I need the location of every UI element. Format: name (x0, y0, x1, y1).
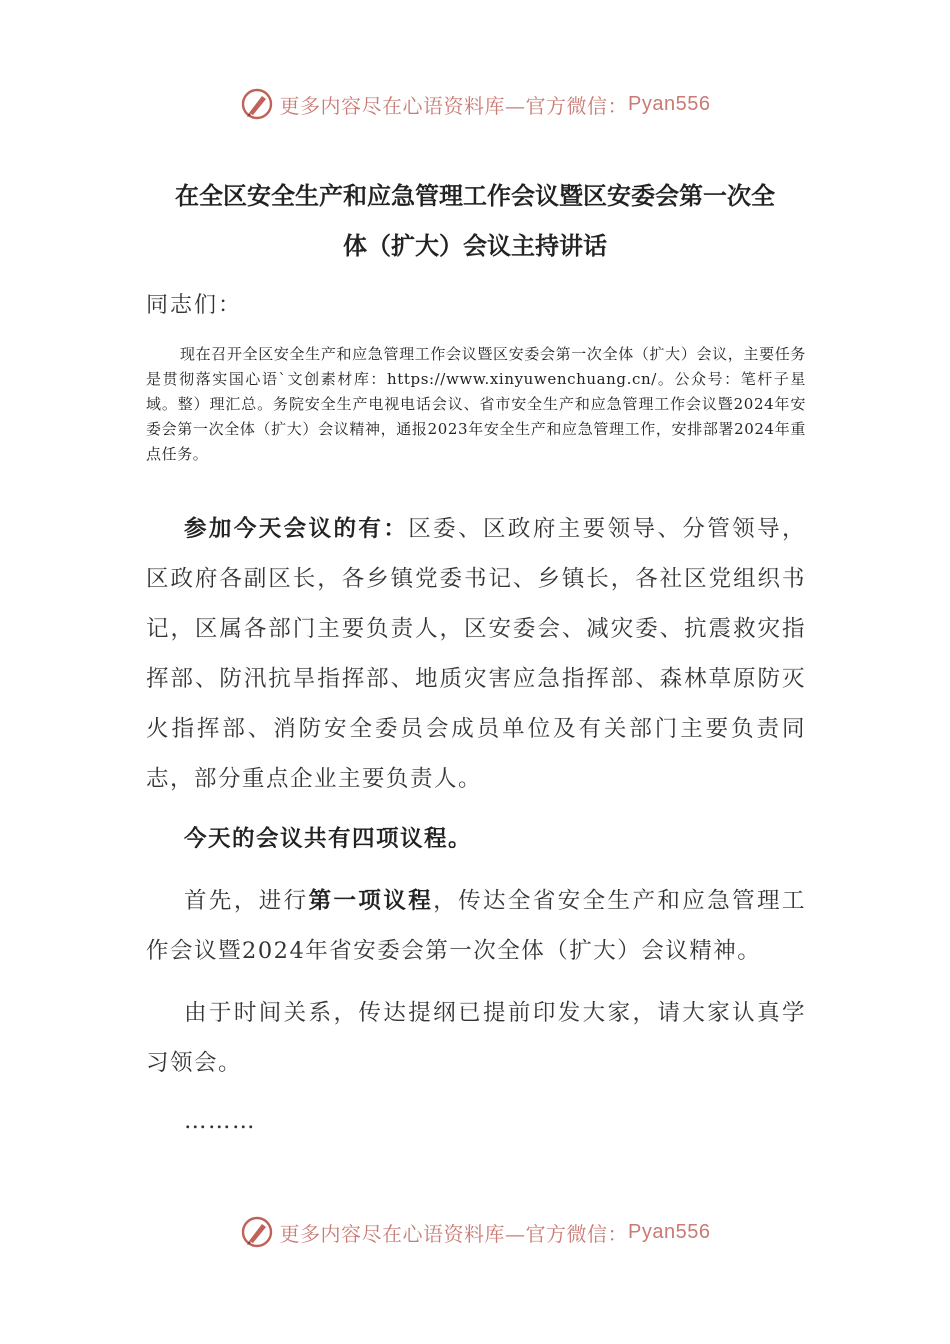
first-item-bold: 第一项议程 (308, 888, 434, 914)
salutation: 同志们： (146, 293, 243, 318)
banner-text: 更多内容尽在心语资料库—官方微信： (279, 93, 629, 118)
header-watermark-banner (0, 84, 950, 124)
time-note-paragraph: 由于时间关系，传达提纲已提前印发大家，请大家认真学习领会。 (146, 1000, 806, 1076)
first-item-pre: 首先，进行 (184, 888, 309, 914)
banner-text: 更多内容尽在心语资料库—官方微信： (279, 1221, 629, 1246)
pen-logo-icon (240, 87, 274, 121)
banner-wechat-id: Pyan556 (628, 92, 711, 115)
first-item-post: ，传达全省安全生产和应急管理工作会议暨2024年省安委会第一次全体（扩大）会议精神。 (146, 888, 806, 964)
pen-logo-icon (240, 1215, 274, 1249)
attendees-text: 区委、区政府主要领导、分管领导，区政府各副区长，各乡镇党委书记、乡镇长，各社区党组织书记，区属各部门主要负责人，区安委会、减灾委、抗震救灾指挥部、防汛抗旱指挥部、地质灾害应急指挥部、森林草原防灭火指挥部、消防安全委员会成员单位及有关部门主要负责同志，部分重点企业主要负责人。 (146, 516, 806, 792)
banner-wechat-id: Pyan556 (628, 1220, 711, 1243)
attendees-paragraph (146, 504, 806, 804)
footer-watermark-banner (0, 1212, 950, 1252)
document-title-line1: 在全区安全生产和应急管理工作会议暨区安委会第一次全 (175, 182, 775, 210)
intro-paragraph: 现在召开全区安全生产和应急管理工作会议暨区安委会第一次全体（扩大）会议，主要任务是贯彻落实国心语`文创素材库：https://www.xinyuwenchuang.cn/。公众号：笔杆子星域。整）理汇总。务院安全生产电视电话会议、省市安全生产和应急管理工作会议暨2024年安委会第一次全体（扩大）会议精神，通报2023年安全生产和应急管理工作，安排部署2024年重点任务。 (146, 345, 806, 463)
ellipsis: ……… (184, 1108, 256, 1134)
agenda-note: 今天的会议共有四项议程。 (184, 826, 473, 852)
attendees-label: 参加今天会议的有： (184, 516, 409, 542)
document-title-line2: 体（扩大）会议主持讲话 (343, 232, 607, 260)
first-item-paragraph (146, 876, 806, 976)
